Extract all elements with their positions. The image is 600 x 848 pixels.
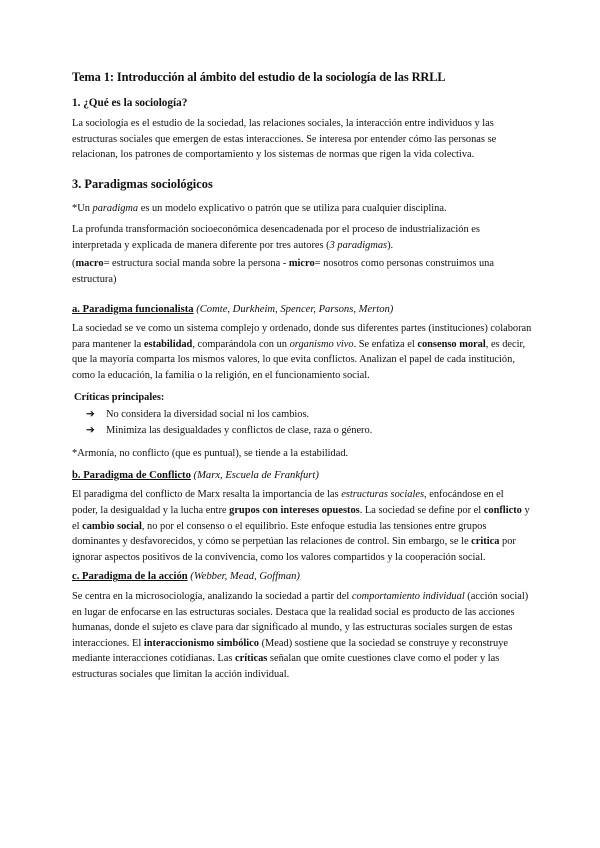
paragraph-accion [72, 589, 532, 683]
text-run: = nosotros como personas construimos una estructura) [72, 258, 494, 285]
paragraph-paradigma-def [72, 201, 532, 217]
subsection-heading-conflicto [72, 468, 532, 484]
document-page [72, 70, 532, 683]
paragraph-conflicto [72, 487, 532, 565]
text-run: = estructura social manda sobre la persona - [103, 258, 289, 270]
heading-label: a. Paradigma funcionalista [72, 303, 194, 315]
text-run: La profunda transformación socioeconómica desencadenada por el proceso de industrialización es interpretada y explicada de manera diferente por tres autores ( [72, 224, 480, 251]
subsection-heading-funcionalista [72, 302, 532, 318]
heading-label: c. Paradigma de la acción [72, 571, 188, 583]
bold-estabilidad: estabilidad [143, 338, 193, 350]
paragraph-definicion-sociologia: La sociología es el estudio de la sociedad, las relaciones sociales, la interacción entre individuos y las estructuras sociales que emergen de estas interacciones. Se interesa por entender cómo las personas se relacionan, los patrones de comportamiento y los sistemas de normas que rigen la vida colectiva. [72, 118, 497, 161]
bold-critica: critica [471, 536, 500, 548]
list-item [86, 423, 532, 439]
text-run: El paradigma del conflicto de Marx resalta la importancia de las [72, 489, 342, 501]
heading-authors: (Marx, Escuela de Frankfurt) [193, 469, 319, 481]
section-heading-paradigmas: 3. Paradigmas sociológicos [72, 176, 213, 191]
emphasis-paradigma: paradigma [92, 202, 139, 214]
criticas-list [86, 407, 532, 438]
text-run: . Se enfatiza el [353, 338, 418, 350]
text-run: , es decir, que la mayoría comparta los mismos valores, lo que evita conflictos. Analizan el papel de cada institución, como la educación, la familia o la religión, en el funcionamiento social. [72, 338, 526, 381]
list-item-text: No considera la diversidad social ni los cambios. [106, 409, 310, 421]
note-armonia: *Armonía, no conflicto (que es puntual), se tiende a la estabilidad. [72, 448, 349, 460]
text-run: , comparándola con un [192, 338, 290, 350]
text-run: ). [387, 239, 394, 251]
list-item [86, 407, 532, 423]
emphasis-comportamiento-individual: comportamiento individual [351, 591, 465, 603]
emphasis-organismo-vivo: organismo vivo [289, 338, 354, 350]
arrow-icon: ➔ [86, 424, 95, 436]
text-run: . La sociedad se define por el [359, 505, 484, 517]
bold-conflicto: conflicto [483, 505, 522, 517]
text-run: Se centra en la microsociología, analizando la sociedad a partir del [72, 591, 352, 603]
text-run: , no por el consenso o el equilibrio. Este enfoque estudia las tensiones entre grupos dominantes y desfavorecidos, y cómo se perpetúan las relaciones de control. Sin embargo, se le [72, 520, 487, 548]
text-run: La sociedad se ve como un sistema complejo y ordenado, donde sus diferentes partes (instituciones) colaboran para mantener la [72, 323, 532, 350]
bold-cambio-social: cambio social [82, 520, 142, 532]
text-run: y el [72, 505, 530, 532]
section-heading-que-es: 1. ¿Qué es la sociología? [72, 96, 188, 109]
text-run: es un modelo explicativo o patrón que se utiliza para cualquier disciplina. [138, 202, 447, 214]
paragraph-transformacion [72, 222, 532, 253]
text-run: señalan que omite cuestiones clave como el poder y las estructuras sociales que limitan la acción individual. [72, 653, 500, 680]
heading-authors: (Comte, Durkheim, Spencer, Parsons, Merton) [196, 303, 394, 315]
bold-criticas: críticas [235, 653, 268, 665]
criticas-heading: Críticas principales: [74, 391, 165, 403]
bold-macro: macro [75, 258, 104, 270]
text-run: , enfocándose en el poder, la desigualdad y la lucha entre [72, 489, 504, 517]
paragraph-funcionalista [72, 321, 532, 383]
list-item-text: Minimiza las desigualdades y conflictos de clase, raza o género. [106, 424, 373, 436]
arrow-icon: ➔ [86, 409, 95, 421]
text-run: *Un [72, 202, 93, 214]
subsection-heading-accion [72, 569, 532, 585]
heading-authors: (Webber, Mead, Goffman) [190, 571, 300, 583]
document-title: Tema 1: Introducción al ámbito del estudio de la sociología de las RRLL [72, 70, 446, 84]
emphasis-3-paradigmas: 3 paradigmas [329, 239, 388, 251]
emphasis-estructuras-sociales: estructuras sociales [341, 489, 425, 501]
text-run: (acción social) en lugar de enfocarse en las estructuras sociales. Destaca que la realidad social es producto de las acciones humanas, donde el sujeto es clave para dar significado al mundo, y las estructuras sociales surgen de estas interacciones. El [72, 591, 529, 649]
bold-micro: micro [288, 258, 315, 270]
bold-consenso-moral: consenso moral [417, 338, 486, 350]
paragraph-macro-micro [72, 256, 532, 287]
text-run: por ignorar aspectos positivos de la convivencia, como los valores compartidos y la cooperación social. [72, 536, 516, 563]
bold-interaccionismo-simbolico: interaccionismo simbólico [143, 637, 259, 649]
bold-grupos-opuestos: grupos con intereses opuestos [229, 505, 360, 517]
text-run: ( [72, 258, 76, 270]
heading-label: b. Paradigma de Conflicto [72, 469, 191, 481]
text-run: (Mead) sostiene que la sociedad se construye y reconstruye mediante interacciones cotidianas. Las [72, 637, 508, 665]
